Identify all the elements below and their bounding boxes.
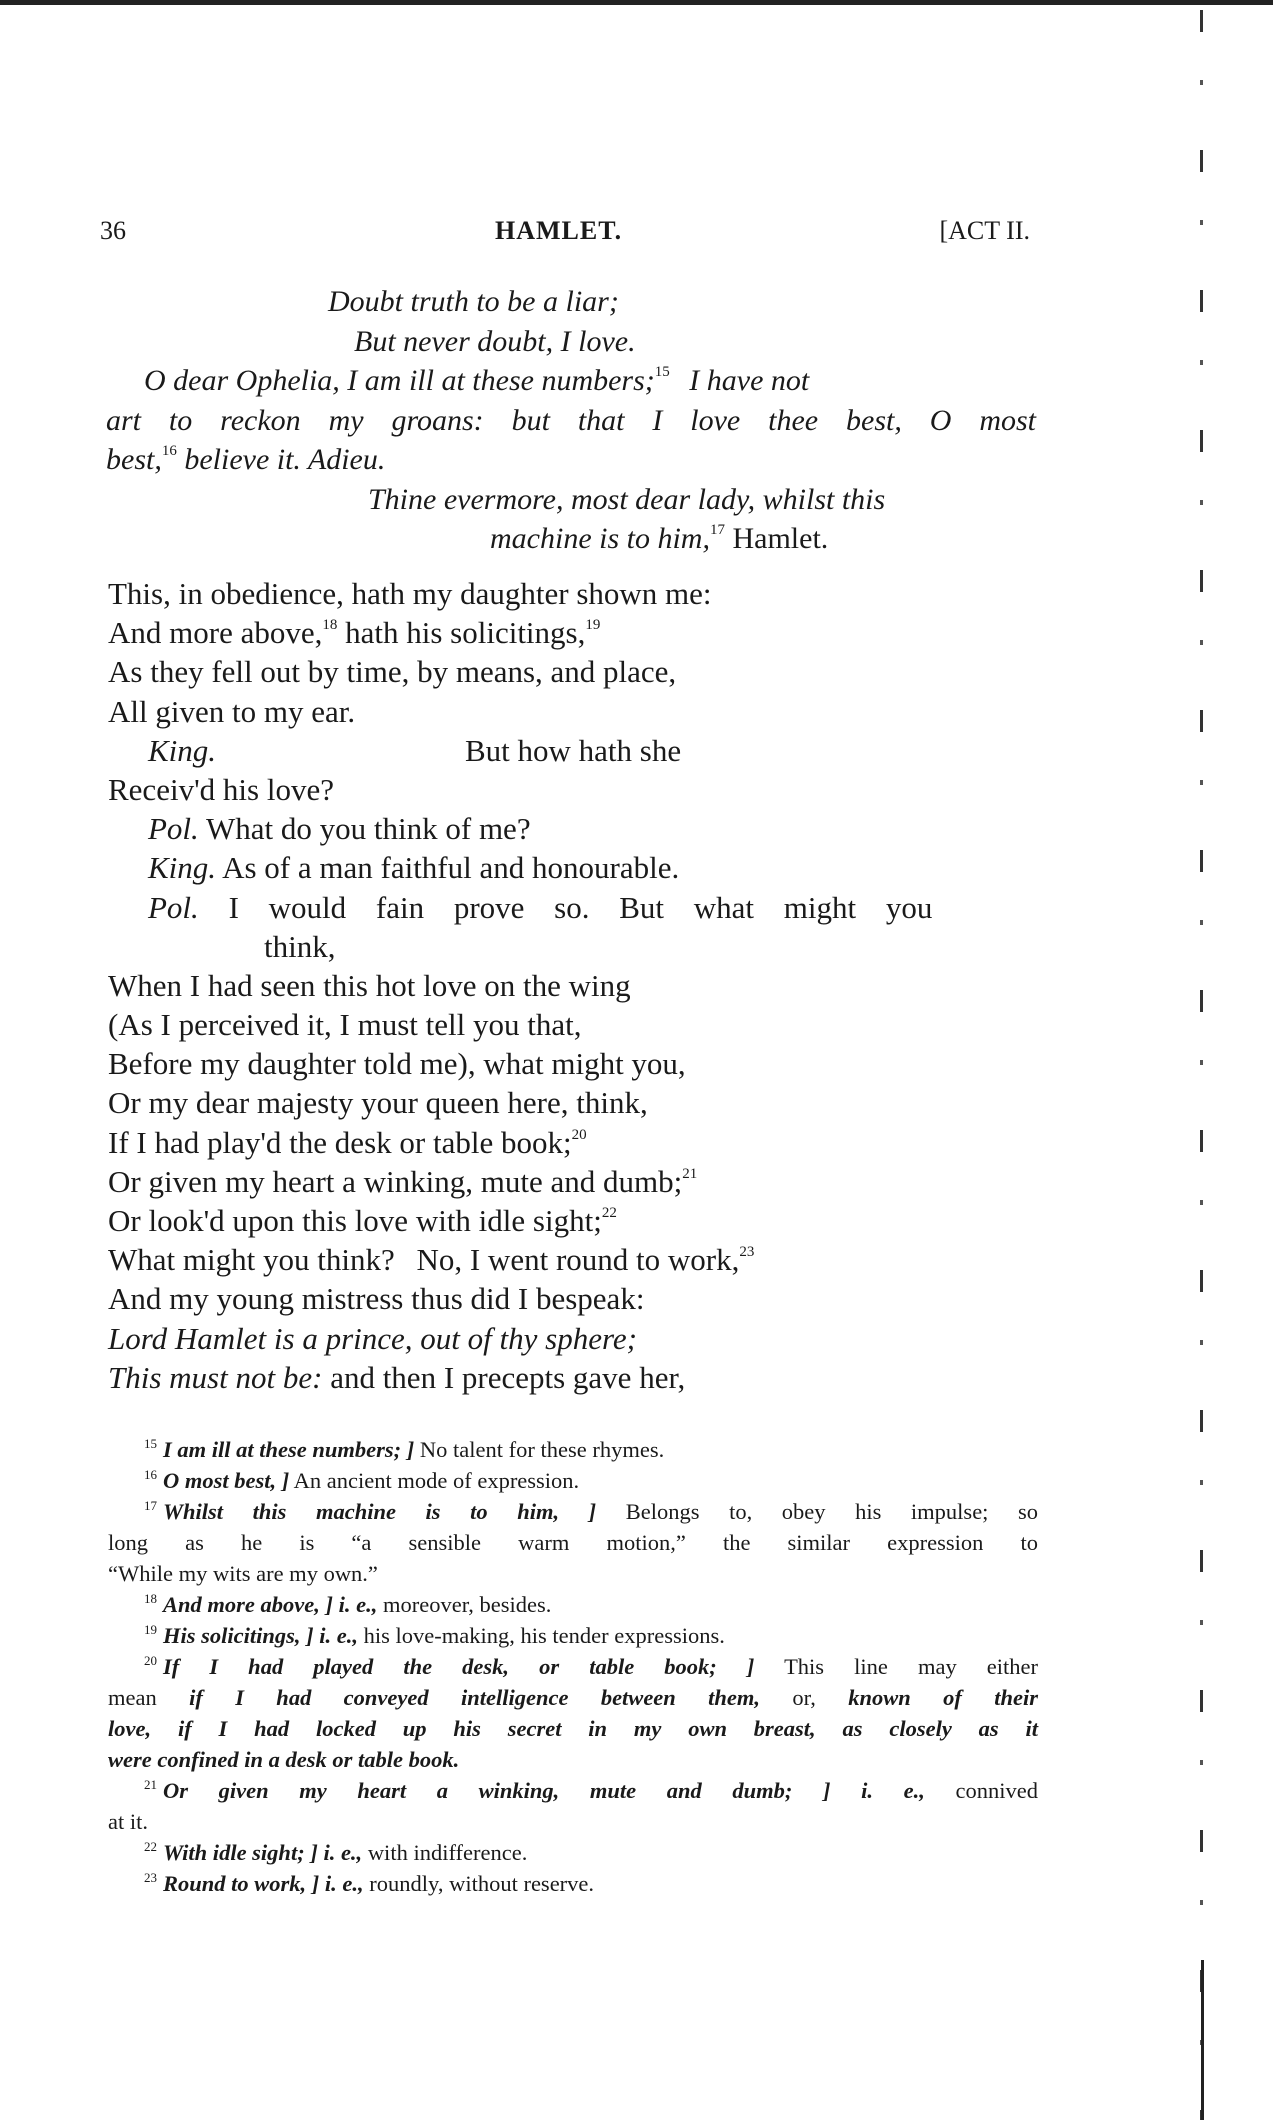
footnote-text: moreover, besides.	[382, 1592, 552, 1617]
letter-line	[106, 282, 1036, 322]
footnote-number: 17	[144, 1498, 157, 1513]
footnote-continuation	[108, 1527, 1038, 1558]
verse-text: As they fell out by time, by means, and place,	[108, 654, 677, 690]
footnote	[108, 1496, 1038, 1527]
verse-text: I would fain prove so. But what might you	[228, 889, 933, 925]
footnote	[108, 1775, 1038, 1806]
letter-line	[106, 440, 1036, 480]
footnote-ref: 16	[161, 443, 177, 459]
running-title: HAMLET.	[495, 216, 623, 245]
verse-text: hath his solicitings,	[345, 615, 586, 651]
scan-right-edge-bottom	[1201, 1960, 1204, 2120]
verse-line	[108, 848, 1038, 887]
verse-line	[108, 770, 1038, 809]
verse-text: think,	[264, 928, 336, 964]
letter-line	[106, 519, 1036, 559]
verse-line	[108, 927, 1038, 966]
footnote	[108, 1620, 1038, 1651]
footnote-number: 15	[144, 1436, 157, 1451]
footnote-text: long as he is “a sensible warm motion,” the similar expression to	[108, 1530, 1038, 1555]
footnote-text: or,	[792, 1685, 816, 1710]
footnote-ref: 15	[654, 364, 670, 380]
verse-line	[108, 1005, 1038, 1044]
footnote-ie: i. e.,	[319, 1623, 359, 1648]
verse-line	[108, 692, 1038, 731]
footnote-ie: i. e.,	[861, 1778, 925, 1803]
act-marker: [ACT II.	[939, 216, 1030, 245]
hamlet-letter	[106, 282, 1036, 559]
verse-line	[108, 1201, 1038, 1240]
footnote-number: 20	[144, 1653, 157, 1668]
footnote-text: “While my wits are my own.”	[108, 1561, 378, 1586]
verse-text: When I had seen this hot love on the wing	[108, 967, 631, 1003]
verse-line	[108, 888, 1038, 927]
footnote-ref: 23	[739, 1244, 755, 1261]
footnote-lemma: Round to work, ]	[163, 1871, 320, 1896]
footnote-number: 16	[144, 1467, 157, 1482]
verse-line	[108, 1044, 1038, 1083]
verse-line	[108, 1162, 1038, 1201]
footnote-number: 22	[144, 1839, 157, 1854]
verse-text: No, I went round to work,	[416, 1242, 740, 1278]
letter-line	[106, 401, 1036, 441]
letter-text: But never doubt, I love.	[354, 324, 636, 358]
footnote-text: his love-making, his tender expressions.	[363, 1623, 725, 1648]
footnotes	[108, 1434, 1038, 1899]
footnote-lemma: known of their	[848, 1685, 1038, 1710]
verse-text: Receiv'd his love?	[108, 771, 334, 807]
letter-text: Doubt truth to be a liar;	[328, 285, 619, 318]
footnote-continuation	[108, 1713, 1038, 1744]
footnote-number: 19	[144, 1622, 157, 1637]
footnote	[108, 1837, 1038, 1868]
verse-text: This, in obedience, hath my daughter shown me:	[108, 576, 712, 611]
letter-line	[106, 361, 1036, 401]
speaker-name: King.	[148, 732, 217, 768]
speaker-name: Pol.	[148, 889, 199, 925]
letter-signature: Hamlet.	[732, 522, 829, 555]
verse-text: Or look'd upon this love with idle sight;	[108, 1203, 602, 1238]
letter-text: machine is to him,	[490, 522, 710, 555]
verse-text: What do you think of me?	[206, 811, 531, 847]
footnote-ref: 17	[709, 522, 725, 538]
footnote-text: at it.	[108, 1809, 148, 1834]
verse-line	[108, 1123, 1038, 1162]
footnote-continuation	[108, 1744, 1038, 1775]
verse-text: What might you think?	[108, 1242, 395, 1278]
footnote-ie: i. e.,	[338, 1592, 378, 1617]
footnote-text: with indifference.	[367, 1840, 528, 1865]
footnote-continuation	[108, 1806, 1038, 1837]
verse-line	[108, 1240, 1038, 1279]
verse-text: As of a man faithful and honourable.	[222, 850, 680, 886]
verse-text: Or given my heart a winking, mute and dumb;	[108, 1163, 683, 1199]
footnote-lemma: were confined in a desk or table book.	[108, 1747, 460, 1772]
footnote-ref: 20	[571, 1126, 587, 1143]
footnote-continuation	[108, 1558, 1038, 1589]
dialogue-verse	[108, 574, 1038, 1397]
verse-line	[108, 1319, 1038, 1358]
verse-text: And my young mistress thus did I bespeak:	[108, 1281, 645, 1317]
footnote-ref: 18	[322, 617, 338, 634]
verse-line	[108, 1083, 1038, 1122]
speaker-name: King.	[148, 850, 217, 886]
verse-line	[108, 613, 1038, 652]
verse-text: and then I precepts gave her,	[330, 1359, 686, 1395]
scan-top-border	[0, 0, 1273, 5]
footnote-lemma: I am ill at these numbers; ]	[163, 1437, 415, 1462]
footnote-text: roundly, without reserve.	[369, 1871, 595, 1896]
letter-text: Thine evermore, most dear lady, whilst this	[368, 482, 886, 516]
footnote-lemma: His solicitings, ]	[163, 1623, 314, 1648]
verse-text: All given to my ear.	[108, 693, 356, 729]
letter-text: believe it. Adieu.	[184, 443, 386, 476]
verse-line	[108, 652, 1038, 691]
letter-line	[106, 480, 1036, 520]
footnote-lemma: if I had locked up his secret in my own breast, as closely as it	[177, 1716, 1038, 1741]
footnote-number: 18	[144, 1591, 157, 1606]
verse-text: (As I perceived it, I must tell you that,	[108, 1007, 582, 1043]
verse-line	[108, 966, 1038, 1005]
footnote-number: 23	[144, 1870, 157, 1885]
speaker-name: Pol.	[148, 811, 199, 847]
footnote-text: Belongs to, obey his impulse; so	[625, 1499, 1039, 1524]
verse-text: But how hath she	[465, 732, 682, 768]
footnote-text: No talent for these rhymes.	[419, 1437, 665, 1462]
verse-text: Before my daughter told me), what might you,	[108, 1046, 686, 1082]
footnote-text: connived	[955, 1778, 1039, 1803]
footnote-lemma: Whilst this machine is to him, ]	[163, 1499, 597, 1524]
footnote-lemma: If I had played the desk, or table book; ]	[163, 1654, 755, 1679]
verse-line	[108, 731, 1038, 770]
footnote-lemma: With idle sight; ]	[163, 1840, 318, 1865]
running-head	[100, 216, 1030, 256]
footnote-ie: i. e.,	[323, 1840, 363, 1865]
footnote-number: 21	[144, 1777, 157, 1792]
verse-line	[108, 1358, 1038, 1397]
letter-text: I have not	[689, 364, 810, 397]
footnote	[108, 1589, 1038, 1620]
footnote-text: mean	[108, 1685, 157, 1710]
page-number: 36	[100, 216, 126, 245]
footnote-ref: 21	[682, 1165, 698, 1182]
footnote	[108, 1868, 1038, 1899]
footnote	[108, 1434, 1038, 1465]
letter-text: art to reckon my groans: but that I love thee best, O most	[106, 403, 1036, 437]
letter-text: O dear Ophelia, I am ill at these numbers;	[144, 364, 655, 397]
verse-line	[108, 574, 1038, 613]
verse-text: And more above,	[108, 615, 323, 651]
footnote-lemma: if I had conveyed intelligence between them,	[189, 1685, 761, 1710]
footnote	[108, 1465, 1038, 1496]
footnote-ie: i. e.,	[324, 1871, 364, 1896]
letter-line	[106, 322, 1036, 362]
footnote-ref: 19	[585, 617, 601, 634]
verse-line	[108, 1279, 1038, 1318]
verse-text: This must not be:	[108, 1359, 323, 1395]
verse-text: If I had play'd the desk or table book;	[108, 1124, 572, 1160]
scan-right-edge	[1200, 10, 1203, 2120]
verse-text: Lord Hamlet is a prince, out of thy sphere;	[108, 1320, 637, 1356]
footnote	[108, 1651, 1038, 1682]
footnote-lemma: O most best, ]	[163, 1468, 290, 1493]
letter-text: best,	[106, 443, 162, 476]
footnote-ref: 22	[601, 1205, 617, 1221]
footnote-lemma: And more above, ]	[163, 1592, 333, 1617]
footnote-continuation	[108, 1682, 1038, 1713]
footnote-text: This line may either	[784, 1654, 1039, 1679]
footnote-lemma: Or given my heart a winking, mute and dumb; ]	[163, 1778, 831, 1803]
verse-text: Or my dear majesty your queen here, think,	[108, 1085, 648, 1121]
verse-line	[108, 809, 1038, 848]
footnote-lemma: love,	[108, 1716, 152, 1741]
footnote-text: An ancient mode of expression.	[293, 1468, 580, 1493]
